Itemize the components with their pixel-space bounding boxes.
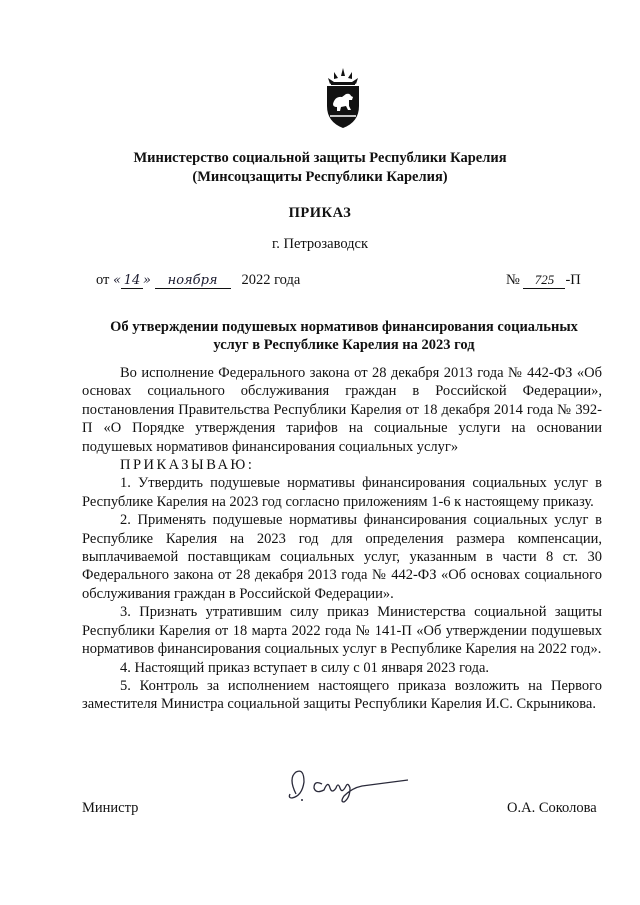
date-prefix: от [96,272,110,288]
order-word: ПРИКАЗЫВАЮ: [120,457,255,474]
date-close-quote: » [143,273,151,288]
body-item-1: 1. Утвердить подушевые нормативы финансирования социальных услуг в Республике Карелия на 2023 год согласно приложениям 1-6 к настоящему приказу. [82,475,602,510]
number-suffix: -П [565,272,581,288]
date-line [96,272,300,289]
date-day: 14 [121,273,143,289]
number-value: 725 [523,272,565,289]
signatory-name: О.А. Соколова [507,800,597,816]
subject-line-2: услуг в Республике Карелия на 2023 год [213,337,475,353]
body-item-5: 5. Контроль за исполнением настоящего приказа возложить на Первого заместителя Министра социальной защиты Республики Карелия И.С. Скрыникова. [82,677,602,713]
city: г. Петрозаводск [271,236,369,252]
subject-line-1: Об утверждении подушевых нормативов финансирования социальных [110,319,578,335]
ministry-name: Министерство социальной защиты Республики Карелия [133,150,507,166]
document-type: ПРИКАЗ [288,205,352,221]
document-body [82,364,602,714]
date-year: 2022 года [241,272,301,288]
handwritten-signature [282,758,412,810]
body-intro: Во исполнение Федерального закона от 28 декабря 2013 года № 442-ФЗ «Об основах социального обслуживания граждан в Российской Федерации», постановления Правительства Республики Карелия от 18 декабря 2014 года № 392-П «О Порядке утверждения тарифов на социальные услуги на основании подушевых нормативов финансирования социальных услуг» [82,365,602,455]
document-subject [104,318,584,354]
number-prefix: № [506,272,520,288]
number-line [506,272,581,289]
date-open-quote: « [113,273,121,288]
body-item-3: 3. Признать утратившим силу приказ Министерства социальной защиты Республики Карелия от 18 марта 2022 года № 141-П «Об утверждении подушевых нормативов финансирования социальных услуг в Республике Карелия на 2022 год». [82,604,602,658]
body-item-4: 4. Настоящий приказ вступает в силу с 01 января 2023 года. [120,659,490,676]
coat-of-arms-icon [322,66,364,130]
date-month: ноября [155,273,231,289]
ministry-short-name: (Минсоцзащиты Республики Карелия) [192,169,448,185]
body-item-2: 2. Применять подушевые нормативы финансирования социальных услуг в Республике Карелия на 2023 год для определения размера компенсации, выплачиваемой поставщикам социальных услуг, указанным в части 8 ст. 30 Федерального закона от 28 декабря 2013 года № 442-ФЗ «Об основах социального обслуживания граждан в Российской Федерации». [82,512,602,602]
signatory-position: Министр [82,800,139,816]
